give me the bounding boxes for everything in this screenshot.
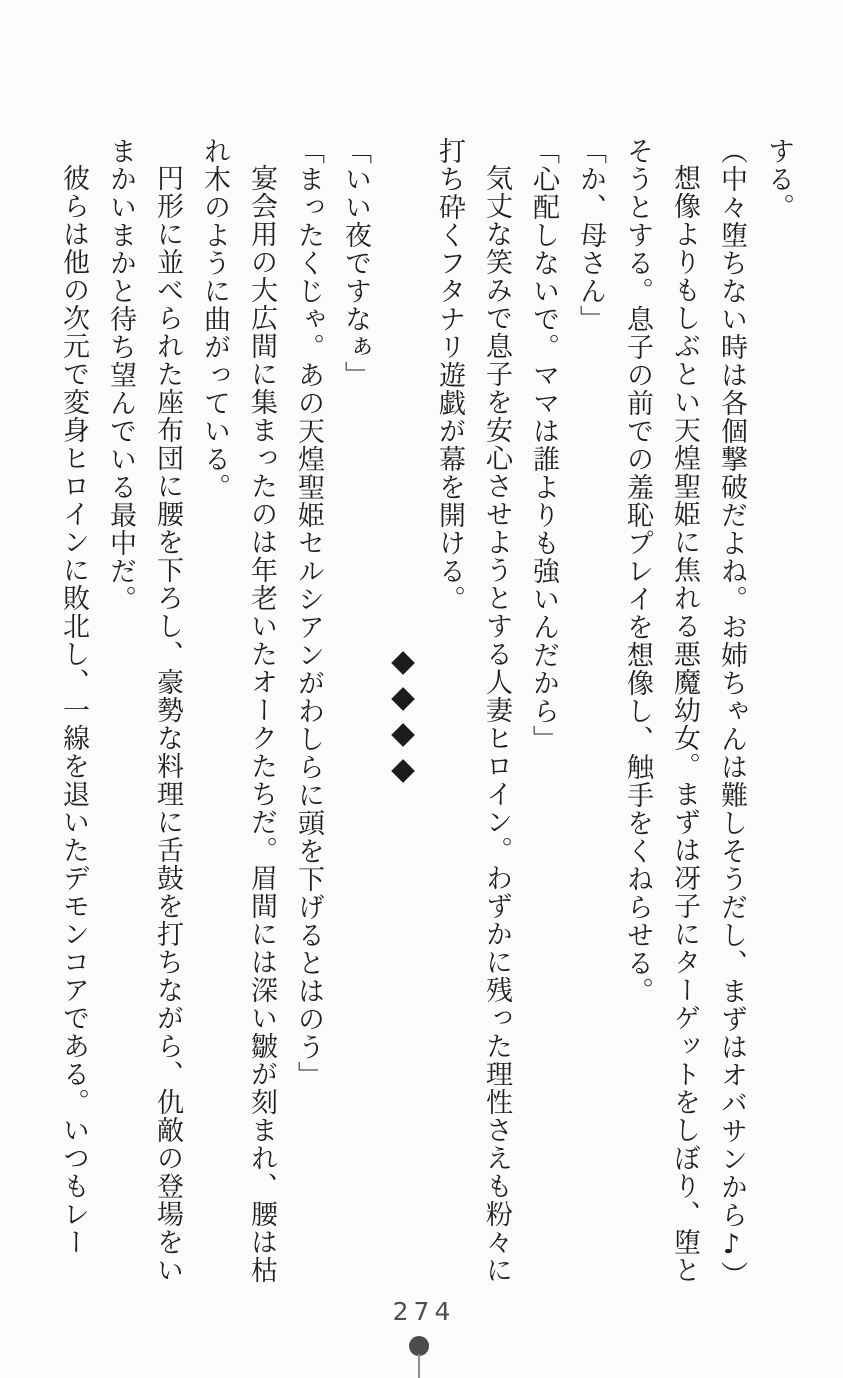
paragraph-narration: 気丈な笑みで息子を安心させようとする人妻ヒロイン。わずかに残った理性さえも粉々に打ち砕くフタナリ遊戯が幕を開ける。 bbox=[434, 137, 512, 1284]
paragraph-narration: 円形に並べられた座布団に腰を下ろし、豪勢な料理に舌鼓を打ちながら、仇敵の登場をいまかいまかと待ち望んでいる最中だ。 bbox=[105, 137, 183, 1284]
paragraph-dialogue: 「心配しないで。ママは誰よりも強いんだから」 bbox=[528, 137, 559, 753]
paragraph-narration: 宴会用の大広間に集まったのは年老いたオークたちだ。眉間には深い皺が刻まれ、腰は枯れ木のように曲がっている。 bbox=[199, 137, 277, 1284]
paragraph-narration: 想像よりもしぶとい天煌聖姫に焦れる悪魔幼女。まずは冴子にターゲットをしぼり、堕とそうとする。息子の前での羞恥プレイを想像し、触手をくねらせる。 bbox=[622, 137, 700, 1284]
paragraph-inner-thought: （中々堕ちない時は各個撃破だよね。お姉ちゃんは難しそうだし、まずはオバサンから♪） bbox=[716, 137, 747, 1289]
scene-break-diamonds-icon: ◆◆◆◆ bbox=[385, 642, 421, 787]
vertical-text-block bbox=[40, 137, 802, 1292]
paragraph-dialogue: 「か、母さん」 bbox=[575, 137, 606, 333]
paragraph-dialogue: 「まったくじゃ。あの天煌聖姫セルシアンがわしらに頭を下げるとはのう」 bbox=[293, 137, 324, 1089]
footer-marker-line bbox=[418, 1354, 420, 1378]
paragraph-narration: 彼らは他の次元で変身ヒロインに敗北し、一線を退いたデモンコアである。いつもレー bbox=[58, 164, 89, 1256]
page-number: 274 bbox=[392, 1297, 456, 1326]
footer-marker-dot-icon bbox=[409, 1336, 429, 1356]
paragraph-dialogue: 「いい夜ですなぁ」 bbox=[340, 137, 371, 389]
paragraph-narration: する。 bbox=[763, 137, 794, 221]
